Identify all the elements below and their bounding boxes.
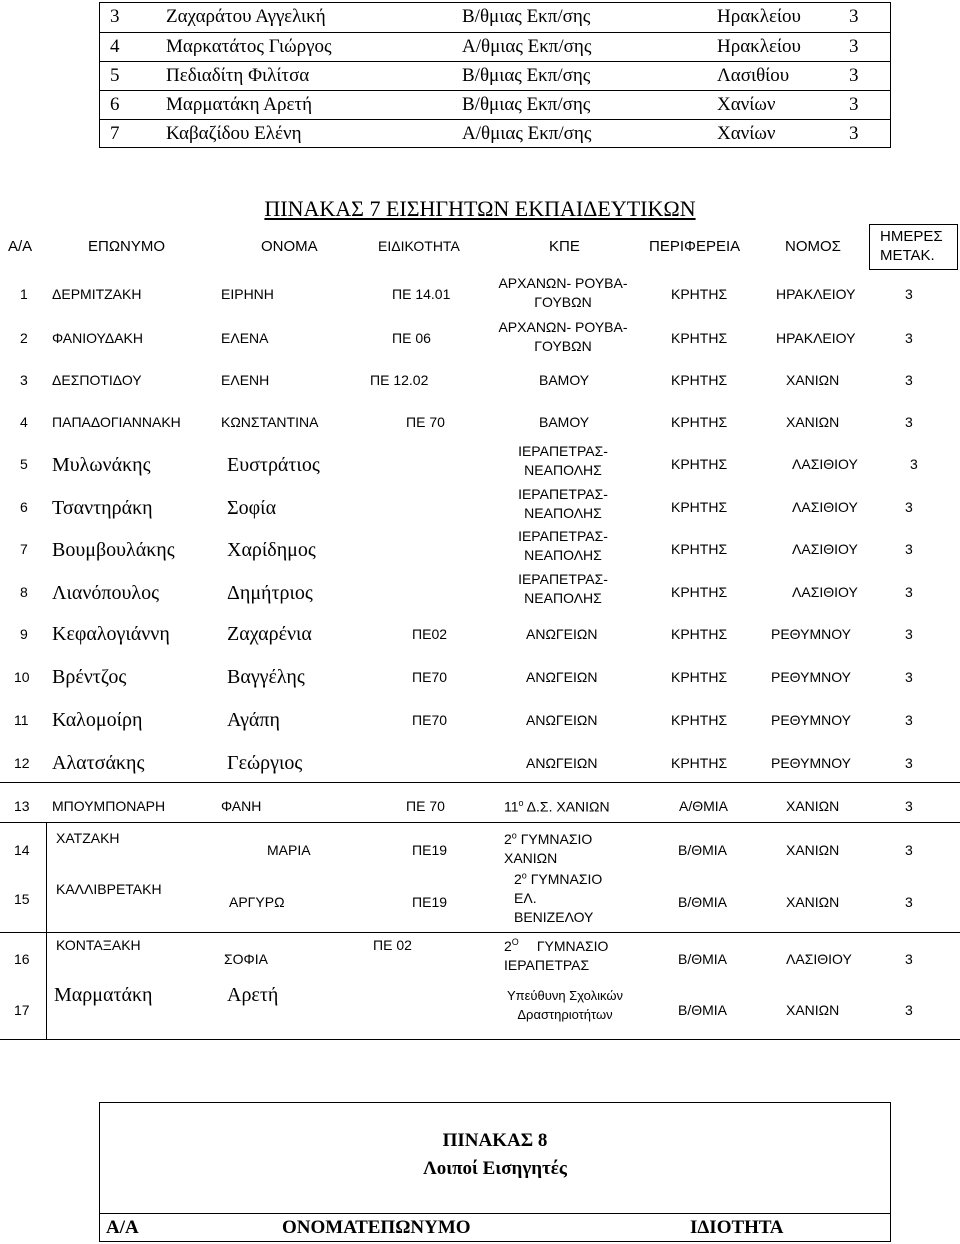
cell-kpe: ΑΡΧΑΝΩΝ- ΡΟΥΒΑ-ΓΟΥΒΩΝ: [498, 275, 628, 310]
cell-days: 3: [905, 669, 913, 685]
row-number: 6: [110, 94, 120, 115]
row-level: Β/θμιας Εκπ/σης: [462, 94, 591, 115]
top-table: [99, 2, 891, 148]
row-region: Λασιθίου: [717, 65, 790, 86]
cell-specialty: ΠΕ 02: [373, 937, 412, 953]
header-surname: ΕΠΩΝΥΜΟ: [88, 238, 166, 255]
cell-region: ΚΡΗΤΗΣ: [671, 712, 728, 728]
cell-name: Ευστράτιος: [227, 454, 320, 476]
cell-aa: 17: [14, 1002, 30, 1018]
cell-surname: ΠΑΠΑΔΟΓΙΑΝΝΑΚΗ: [52, 414, 181, 430]
kpe-superscript: ο: [511, 830, 517, 841]
cell-region: Β/ΘΜΙΑ: [678, 1002, 728, 1018]
cell-specialty: ΠΕ19: [412, 842, 448, 858]
table-row: [100, 90, 890, 119]
cell-region: Β/ΘΜΙΑ: [678, 951, 728, 967]
cell-name: Ζαχαρένια: [227, 623, 312, 645]
cell-aa: 1: [20, 286, 28, 302]
cell-specialty: ΠΕ 06: [392, 330, 431, 346]
cell-surname: ΔΕΡΜΙΤΖΑΚΗ: [52, 286, 142, 302]
row-number: 3: [110, 6, 120, 27]
cell-days: 3: [905, 286, 913, 302]
row-level: Α/θμιας Εκπ/σης: [462, 123, 592, 144]
divider: [46, 822, 47, 1040]
cell-days: 3: [910, 456, 918, 472]
table-row: [100, 3, 890, 32]
cell-surname: ΧΑΤΖΑΚΗ: [56, 830, 120, 846]
header-region: ΠΕΡΙΦΕΡΕΙΑ: [649, 238, 741, 255]
cell-days: 3: [905, 330, 913, 346]
row-region: Χανίων: [717, 94, 776, 115]
cell-name: Γεώργιος: [227, 752, 303, 774]
cell-days: 3: [905, 1002, 913, 1018]
cell-kpe: ΑΡΧΑΝΩΝ- ΡΟΥΒΑ-ΓΟΥΒΩΝ: [498, 319, 628, 354]
cell-kpe: ΙΕΡΑΠΕΤΡΑΣ- ΝΕΑΠΟΛΗΣ: [518, 486, 608, 521]
cell-prefecture: ΡΕΘΥΜΝΟΥ: [771, 712, 852, 728]
cell-prefecture: ΗΡΑΚΛΕΙΟΥ: [776, 330, 856, 346]
cell-kpe: Υπεύθυνη Σχολικών Δραστηριοτήτων: [506, 988, 624, 1022]
header-days-line1: ΗΜΕΡΕΣ: [880, 228, 943, 245]
cell-name: Βαγγέλης: [227, 666, 305, 688]
header-days-line2: ΜΕΤΑΚ.: [880, 247, 935, 264]
cell-name: ΕΙΡΗΝΗ: [221, 286, 274, 302]
table-row: [100, 32, 890, 61]
days-header-box: [869, 224, 958, 270]
cell-aa: 13: [14, 798, 30, 814]
header-fullname: ΟΝΟΜΑΤΕΠΩΝΥΜΟ: [282, 1217, 471, 1238]
cell-aa: 12: [14, 755, 30, 771]
kpe-number: 11: [504, 798, 519, 815]
cell-days: 3: [905, 951, 913, 967]
cell-days: 3: [905, 584, 913, 600]
cell-kpe: ΙΕΡΑΠΕΤΡΑΣ- ΝΕΑΠΟΛΗΣ: [518, 443, 608, 478]
kpe-text: ΓΥΜΝΑΣΙΟ ΙΕΡΑΠΕΤΡΑΣ: [504, 938, 609, 973]
table-row: [100, 61, 890, 90]
cell-specialty: ΠΕ 70: [406, 414, 445, 430]
cell-kpe: ΑΝΩΓΕΙΩΝ: [526, 669, 598, 685]
row-name: Ζαχαράτου Αγγελική: [166, 6, 326, 27]
cell-region: ΚΡΗΤΗΣ: [671, 499, 728, 515]
row-name: Πεδιαδίτη Φιλίτσα: [166, 65, 310, 86]
cell-prefecture: ΛΑΣΙΘΙΟΥ: [792, 499, 858, 515]
cell-specialty: ΠΕ70: [412, 712, 448, 728]
cell-kpe: ΑΝΩΓΕΙΩΝ: [526, 626, 598, 642]
divider: [0, 822, 960, 823]
cell-region: ΚΡΗΤΗΣ: [671, 755, 728, 771]
cell-region: ΚΡΗΤΗΣ: [671, 669, 728, 685]
table8-header: [100, 1213, 890, 1243]
header-name: ΟΝΟΜΑ: [261, 238, 318, 255]
cell-prefecture: ΧΑΝΙΩΝ: [786, 894, 840, 910]
cell-surname: ΦΑΝΙΟΥΔΑΚΗ: [52, 330, 143, 346]
cell-kpe: [504, 937, 634, 975]
table8: [99, 1102, 891, 1242]
cell-aa: 2: [20, 330, 28, 346]
cell-aa: 9: [20, 626, 28, 642]
cell-specialty: ΠΕ 12.02: [370, 372, 429, 388]
cell-name: ΜΑΡΙΑ: [267, 842, 311, 858]
cell-days: 3: [905, 626, 913, 642]
cell-region: ΚΡΗΤΗΣ: [671, 456, 728, 472]
cell-name: Αγάπη: [227, 709, 280, 731]
cell-prefecture: ΧΑΝΙΩΝ: [786, 372, 840, 388]
cell-prefecture: ΛΑΣΙΘΙΟΥ: [786, 951, 852, 967]
cell-region: ΚΡΗΤΗΣ: [671, 286, 728, 302]
row-days: 3: [849, 123, 859, 144]
cell-prefecture: ΛΑΣΙΘΙΟΥ: [792, 456, 858, 472]
cell-aa: 5: [20, 456, 28, 472]
cell-surname: ΔΕΣΠΟΤΙΔΟΥ: [52, 372, 142, 388]
cell-name: ΑΡΓΥΡΩ: [229, 894, 285, 910]
cell-region: ΚΡΗΤΗΣ: [671, 541, 728, 557]
table8-title-line2: Λοιποί Εισηγητές: [423, 1158, 567, 1179]
row-days: 3: [849, 6, 859, 27]
cell-aa: 8: [20, 584, 28, 600]
cell-surname: Τσαντηράκη: [52, 497, 153, 519]
cell-name: Αρετή: [227, 984, 279, 1006]
cell-specialty: ΠΕ02: [412, 626, 448, 642]
table8-title-line1: ΠΙΝΑΚΑΣ 8: [442, 1130, 548, 1151]
cell-surname: Μαρματάκη: [54, 984, 153, 1006]
cell-name: ΦΑΝΗ: [221, 798, 262, 814]
cell-kpe: [514, 870, 602, 927]
cell-name: ΣΟΦΙΑ: [224, 951, 268, 967]
cell-specialty: ΠΕ 70: [406, 798, 445, 814]
cell-aa: 3: [20, 372, 28, 388]
cell-region: ΚΡΗΤΗΣ: [671, 372, 728, 388]
cell-aa: 6: [20, 499, 28, 515]
cell-prefecture: ΛΑΣΙΘΙΟΥ: [792, 541, 858, 557]
row-name: Μαρματάκη Αρετή: [166, 94, 313, 115]
cell-kpe: ΑΝΩΓΕΙΩΝ: [526, 755, 598, 771]
kpe-text: ΓΥΜΝΑΣΙΟ ΧΑΝΙΩΝ: [504, 831, 593, 866]
header-specialty: ΙΔΙΟΤΗΤΑ: [690, 1217, 784, 1238]
cell-prefecture: ΡΕΘΥΜΝΟΥ: [771, 755, 852, 771]
kpe-superscript: ο: [521, 870, 527, 881]
cell-specialty: ΠΕ19: [412, 894, 448, 910]
cell-kpe: ΒΑΜΟΥ: [539, 372, 590, 388]
cell-aa: 7: [20, 541, 28, 557]
row-number: 7: [110, 123, 120, 144]
cell-kpe: [504, 798, 610, 815]
cell-surname: Βρέντζος: [52, 666, 127, 688]
cell-name: ΚΩΝΣΤΑΝΤΙΝΑ: [221, 414, 319, 430]
cell-prefecture: ΧΑΝΙΩΝ: [786, 1002, 840, 1018]
cell-prefecture: ΧΑΝΙΩΝ: [786, 798, 840, 814]
cell-aa: 10: [14, 669, 30, 685]
cell-days: 3: [905, 755, 913, 771]
table8-title: [100, 1127, 890, 1183]
cell-region: Α/ΘΜΙΑ: [679, 798, 729, 814]
header-aa: Α/Α: [8, 238, 33, 255]
cell-surname: Καλομοίρη: [52, 709, 143, 731]
cell-name: ΕΛΕΝΑ: [221, 330, 269, 346]
cell-surname: ΚΟΝΤΑΞΑΚΗ: [56, 937, 141, 953]
cell-region: Β/ΘΜΙΑ: [678, 842, 728, 858]
kpe-number: 2: [504, 938, 512, 954]
cell-specialty: ΠΕ 14.01: [392, 286, 451, 302]
cell-kpe: ΑΝΩΓΕΙΩΝ: [526, 712, 598, 728]
cell-prefecture: ΡΕΘΥΜΝΟΥ: [771, 626, 852, 642]
row-region: Ηρακλείου: [717, 36, 801, 57]
header-aa: Α/Α: [106, 1217, 139, 1238]
cell-aa: 11: [14, 712, 29, 728]
divider: [0, 932, 960, 933]
cell-days: 3: [905, 414, 913, 430]
cell-surname: ΚΑΛΛΙΒΡΕΤΑΚΗ: [56, 881, 162, 897]
cell-name: Σοφία: [227, 497, 277, 519]
cell-surname: Λιανόπουλος: [52, 582, 160, 604]
cell-kpe: ΒΑΜΟΥ: [539, 414, 590, 430]
kpe-text: ΓΥΜΝΑΣΙΟ ΕΛ. ΒΕΝΙΖΕΛΟΥ: [514, 871, 603, 925]
cell-surname: Αλατσάκης: [52, 752, 145, 774]
row-days: 3: [849, 94, 859, 115]
cell-days: 3: [905, 712, 913, 728]
row-number: 4: [110, 36, 120, 57]
header-specialty: ΕΙΔΙΚΟΤΗΤΑ: [378, 238, 460, 254]
cell-prefecture: ΧΑΝΙΩΝ: [786, 414, 840, 430]
cell-aa: 4: [20, 414, 28, 430]
table7: [0, 224, 960, 1040]
cell-kpe: ΙΕΡΑΠΕΤΡΑΣ- ΝΕΑΠΟΛΗΣ: [518, 528, 608, 563]
cell-surname: Βουμβουλάκης: [52, 539, 175, 561]
cell-days: 3: [905, 798, 913, 814]
cell-kpe: [504, 830, 592, 868]
header-prefecture: ΝΟΜΟΣ: [785, 238, 841, 255]
row-name: Μαρκατάτος Γιώργος: [166, 36, 332, 57]
kpe-superscript: ο: [518, 798, 524, 808]
cell-surname: Κεφαλογιάννη: [52, 623, 170, 645]
row-days: 3: [849, 65, 859, 86]
row-region: Χανίων: [717, 123, 776, 144]
cell-prefecture: ΧΑΝΙΩΝ: [786, 842, 840, 858]
cell-name: Δημήτριος: [227, 582, 313, 604]
kpe-number: 2: [514, 871, 522, 887]
cell-region: ΚΡΗΤΗΣ: [671, 626, 728, 642]
cell-surname: Μυλωνάκης: [52, 454, 151, 476]
divider: [0, 1039, 960, 1040]
cell-prefecture: ΗΡΑΚΛΕΙΟΥ: [776, 286, 856, 302]
cell-name: Χαρίδημος: [227, 539, 316, 561]
cell-aa: 14: [14, 842, 30, 858]
cell-prefecture: ΡΕΘΥΜΝΟΥ: [771, 669, 852, 685]
cell-specialty: ΠΕ70: [412, 669, 448, 685]
cell-prefecture: ΛΑΣΙΘΙΟΥ: [792, 584, 858, 600]
cell-name: ΕΛΕΝΗ: [221, 372, 270, 388]
table7-title: ΠΙΝΑΚΑΣ 7 ΕΙΣΗΓΗΤΩΝ ΕΚΠΑΙΔΕΥΤΙΚΩΝ: [264, 196, 696, 221]
row-level: Β/θμιας Εκπ/σης: [462, 6, 591, 27]
cell-region: ΚΡΗΤΗΣ: [671, 330, 728, 346]
kpe-number: 2: [504, 831, 512, 847]
cell-days: 3: [905, 541, 913, 557]
row-number: 5: [110, 65, 120, 86]
row-region: Ηρακλείου: [717, 6, 801, 27]
header-kpe: ΚΠΕ: [549, 238, 580, 255]
kpe-superscript: Ο: [511, 937, 519, 948]
cell-days: 3: [905, 499, 913, 515]
cell-region: ΚΡΗΤΗΣ: [671, 584, 728, 600]
divider: [0, 782, 960, 783]
cell-days: 3: [905, 894, 913, 910]
cell-aa: 15: [14, 891, 30, 907]
cell-days: 3: [905, 372, 913, 388]
cell-region: ΚΡΗΤΗΣ: [671, 414, 728, 430]
row-level: Α/θμιας Εκπ/σης: [462, 36, 592, 57]
table-row: [100, 119, 890, 148]
cell-aa: 16: [14, 951, 30, 967]
cell-surname: ΜΠΟΥΜΠΟΝΑΡΗ: [52, 798, 166, 814]
row-days: 3: [849, 36, 859, 57]
kpe-text: Δ.Σ. ΧΑΝΙΩΝ: [523, 798, 610, 815]
row-name: Καβαζίδου Ελένη: [166, 123, 302, 144]
row-level: Β/θμιας Εκπ/σης: [462, 65, 591, 86]
cell-region: Β/ΘΜΙΑ: [678, 894, 728, 910]
cell-days: 3: [905, 842, 913, 858]
cell-kpe: ΙΕΡΑΠΕΤΡΑΣ- ΝΕΑΠΟΛΗΣ: [518, 571, 608, 606]
